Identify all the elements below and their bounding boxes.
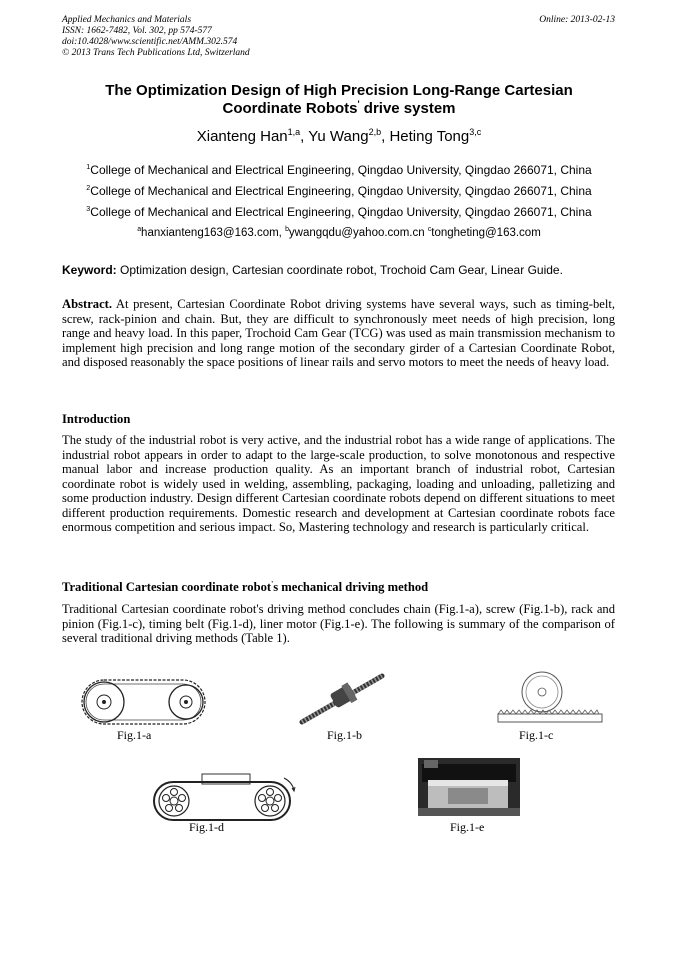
abstract	[62, 297, 615, 370]
traditional-heading: Traditional Cartesian coordinate robot's mechanical driving method	[62, 578, 429, 594]
author-emails: $^a$hanxianteng163@163.com, $^b$ywangqdu@yahoo.com.cn $^c$tongheting@163.com	[137, 226, 541, 239]
keyword-text: Optimization design, Cartesian coordinate robot, Trochoid Cam Gear, Linear Guide.	[116, 263, 563, 277]
abstract-label: Abstract.	[62, 297, 113, 311]
introduction-heading: Introduction	[62, 412, 131, 426]
fig-1e-caption: Fig.1-e	[450, 820, 485, 834]
journal-header	[62, 15, 250, 59]
fig-1c-caption: Fig.1-c	[519, 728, 554, 742]
online-date: Online: 2013-02-13	[539, 15, 615, 25]
author: Xianteng Han$^{1,a}$,	[196, 127, 309, 145]
copyright: © 2013 Trans Tech Publications Ltd, Switzerland	[62, 48, 250, 58]
chain-drive-figure	[70, 672, 215, 732]
introduction-text: The study of the industrial robot is very active, and the industrial robot has a wide range of applications. The industrial robot appears in order to adapt to the large-scale production, to solve monotonous and respective manual labor and increase production quality. As an important branch of industrial robot, Cartesian coordinate robot is widely used in welding, assembling, packaging, loading and unloading, palletizing and some production industry. Design different Cartesian coordinate robots depend on different situations to meet different production requirements. Domestic research and development at Cartesian coordinate robots face enormous competition and serious impact. So, Mastering technology and research is particularly critical.	[62, 433, 615, 534]
keyword-label: Keyword:	[62, 263, 117, 277]
paper-title	[40, 82, 638, 118]
journal-name: Applied Mechanics and Materials	[62, 15, 192, 25]
affiliation-2: $^2$College of Mechanical and Electrical Engineering, Qingdao University, Qingdao 266071, China	[86, 183, 592, 198]
abstract-text: At present, Cartesian Coordinate Robot driving systems have several ways, such as timing-belt, screw, rack-pinion and chain. But, they are difficult to synchronously meet needs of high precision, long range and heavy load. In this paper, Trochoid Cam Gear (TCG) was used as main transmission mechanism to implement high precision and long range motion of the secondary girder of a Cartesian Coordinate Robot, and disposed reasonably the space positions of linear rails and servo motors to meet the needs of heavy load.	[62, 297, 615, 369]
fig-1d-caption: Fig.1-d	[189, 820, 225, 834]
author: Yu Wang$^{2,b}$,	[308, 127, 390, 145]
linear-motor-figure	[418, 758, 520, 816]
fig-1b-caption: Fig.1-b	[327, 728, 363, 742]
affiliation-1: $^1$College of Mechanical and Electrical Engineering, Qingdao University, Qingdao 266071, China	[86, 162, 592, 177]
rack-pinion-figure	[494, 668, 606, 726]
author-list	[40, 128, 638, 145]
doi: doi:10.4028/www.scientific.net/AMM.302.574	[62, 37, 238, 47]
keywords	[62, 263, 617, 277]
affiliation-3: $^3$College of Mechanical and Electrical Engineering, Qingdao University, Qingdao 266071, China	[86, 204, 592, 219]
issn: ISSN: 1662-7482, Vol. 302, pp 574-577	[62, 26, 212, 36]
fig-1a-caption: Fig.1-a	[117, 728, 152, 742]
timing-belt-figure	[152, 770, 300, 822]
traditional-text: Traditional Cartesian coordinate robot's driving method concludes chain (Fig.1-a), screw (Fig.1-b), rack and pinion (Fig.1-c), timing belt (Fig.1-d), liner motor (Fig.1-e). The following is summary of the comparison of several traditional driving methods (Table 1).	[62, 602, 615, 645]
title-line-1: The Optimization Design of High Precision Long-Range Cartesian	[105, 82, 573, 99]
ball-screw-figure	[298, 668, 388, 728]
title-line-2: Coordinate Robots' drive system	[222, 99, 456, 117]
author: Heting Tong$^{3,c}$	[389, 127, 482, 145]
